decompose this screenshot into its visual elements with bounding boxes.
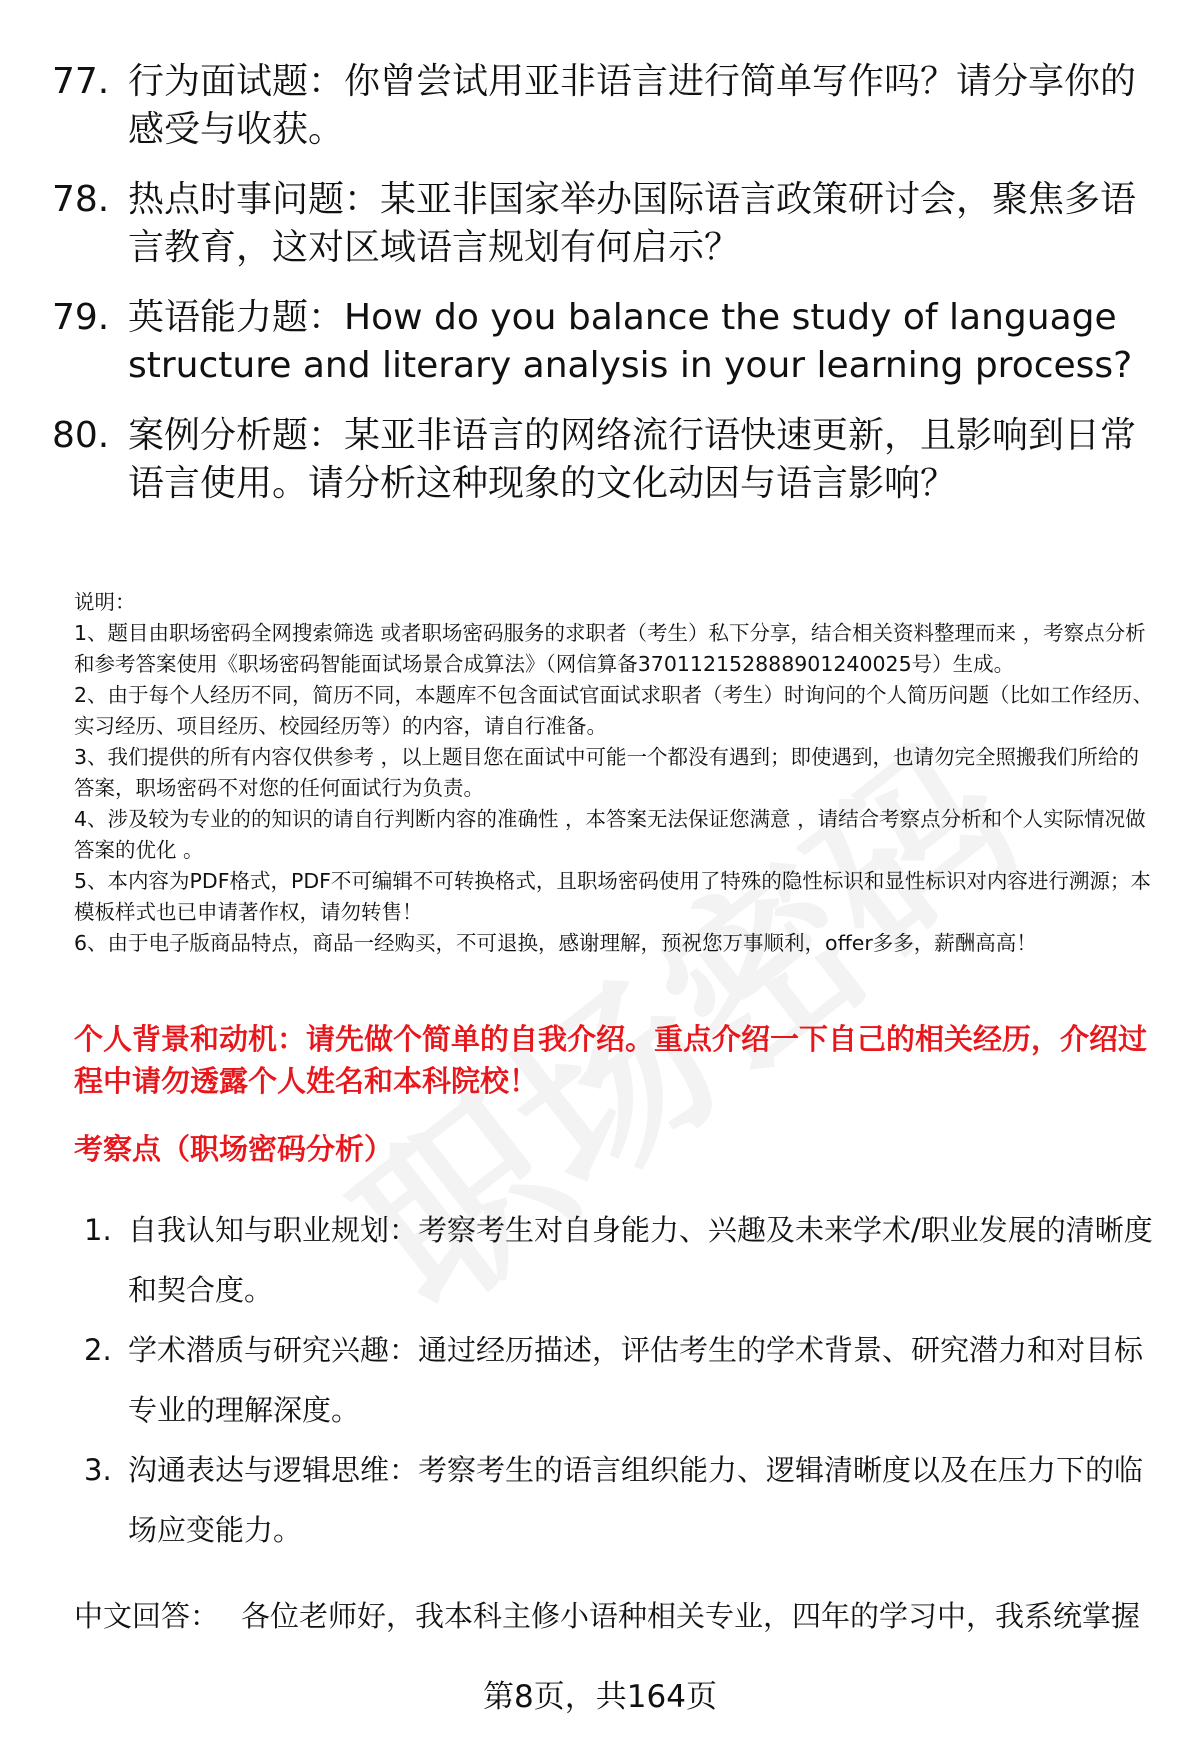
key-point-number: 1. bbox=[84, 1213, 112, 1247]
background-question: 个人背景和动机：请先做个简单的自我介绍。重点介绍一下自己的相关经历，介绍过程中请勿透露个人姓名和本科院校！ bbox=[74, 1022, 1148, 1098]
question-item bbox=[52, 176, 1152, 272]
question-text: 行为面试题：你曾尝试用亚非语言进行简单写作吗？请分享你的感受与收获。 bbox=[128, 61, 1137, 150]
note-item: 5、本内容为PDF格式，PDF不可编辑不可转换格式，且职场密码使用了特殊的隐性标识和显性标识对内容进行溯源；本模板样式也已申请著作权，请勿转售！ bbox=[74, 869, 1151, 924]
key-points-title: 考察点（职场密码分析） bbox=[74, 1132, 394, 1166]
notes-heading: 说明： bbox=[74, 590, 136, 614]
note-item: 3、我们提供的所有内容仅供参考 ，以上题目您在面试中可能一个都没有遇到；即使遇到，也请勿完全照搬我们所给的答案，职场密码不对您的任何面试行为负责。 bbox=[74, 745, 1140, 800]
note-item: 6、由于电子版商品特点，商品一经购买，不可退换，感谢理解，预祝您万事顺利，offer多多，薪酬高高！ bbox=[74, 931, 1037, 955]
question-number: 78. bbox=[52, 179, 110, 220]
key-point-number: 2. bbox=[84, 1333, 112, 1367]
question-item bbox=[52, 294, 1152, 390]
question-number: 80. bbox=[52, 415, 110, 456]
key-point-text: 学术潜质与研究兴趣：通过经历描述，评估考生的学术背景、研究潜力和对目标专业的理解深度。 bbox=[128, 1333, 1144, 1427]
answer-label: 中文回答： bbox=[74, 1599, 220, 1633]
key-point-text: 自我认知与职业规划：考察考生对自身能力、兴趣及未来学术/职业发展的清晰度和契合度。 bbox=[128, 1213, 1153, 1307]
key-point-text: 沟通表达与逻辑思维：考察考生的语言组织能力、逻辑清晰度以及在压力下的临场应变能力。 bbox=[128, 1453, 1144, 1547]
key-point-item bbox=[84, 1200, 1164, 1320]
note-item: 4、涉及较为专业的的知识的请自行判断内容的准确性 ，本答案无法保证您满意 ，请结合考察点分析和个人实际情况做答案的优化 。 bbox=[74, 807, 1146, 862]
question-number: 77. bbox=[52, 61, 110, 102]
key-point-item bbox=[84, 1320, 1164, 1440]
question-text: 英语能力题：How do you balance the study of language structure and literary analysis in your learning process? bbox=[128, 297, 1133, 386]
question-item bbox=[52, 58, 1152, 154]
key-points-list bbox=[84, 1200, 1164, 1560]
question-number: 79. bbox=[52, 297, 110, 338]
question-list bbox=[52, 58, 1152, 530]
note-item: 1、题目由职场密码全网搜索筛选 或者职场密码服务的求职者（考生）私下分享，结合相关资料整理而来 ，考察点分析和参考答案使用《职场密码智能面试场景合成算法》（网信算备370112152888901240025号）生成。 bbox=[74, 621, 1146, 676]
key-point-number: 3. bbox=[84, 1453, 112, 1487]
question-text: 热点时事问题：某亚非国家举办国际语言政策研讨会，聚焦多语言教育，这对区域语言规划有何启示？ bbox=[128, 179, 1137, 268]
key-point-item bbox=[84, 1440, 1164, 1560]
question-item bbox=[52, 412, 1152, 508]
answer-text: 各位老师好，我本科主修小语种相关专业，四年的学习中，我系统掌握 bbox=[241, 1599, 1141, 1633]
question-text: 案例分析题：某亚非语言的网络流行语快速更新，且影响到日常语言使用。请分析这种现象的文化动因与语言影响？ bbox=[128, 415, 1137, 504]
note-item: 2、由于每个人经历不同，简历不同，本题库不包含面试官面试求职者（考生）时询问的个人简历问题（比如工作经历、实习经历、项目经历、校园经历等）的内容，请自行准备。 bbox=[74, 683, 1154, 738]
answer-paragraph bbox=[74, 1594, 1164, 1638]
notes-section bbox=[74, 587, 1154, 959]
page-number-footer: 第8页，共164页 bbox=[483, 1679, 717, 1715]
